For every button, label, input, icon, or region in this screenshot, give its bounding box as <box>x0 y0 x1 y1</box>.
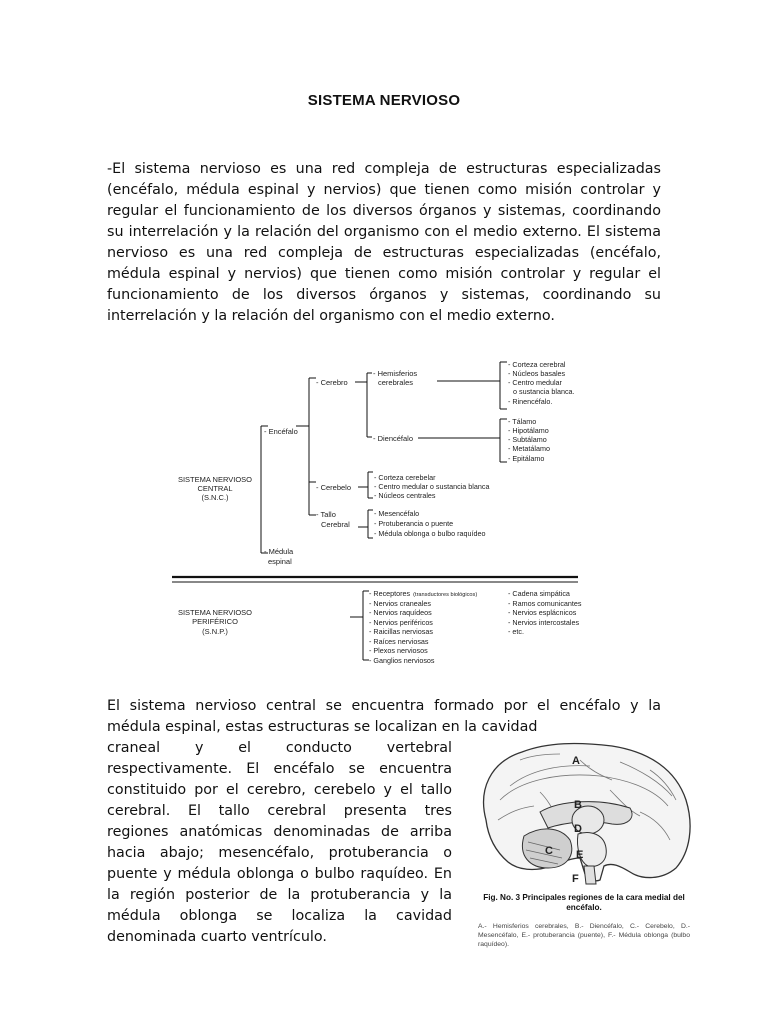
snp-item: - Raíces nerviosas <box>369 637 429 646</box>
snp-label-line1: SISTEMA NERVIOSO <box>177 608 253 617</box>
hemisferios-label-line2: cerebrales <box>378 378 414 387</box>
hemisferios-item: - Corteza cerebral <box>508 360 566 369</box>
brain-illustration <box>484 744 690 884</box>
snp-right-item: - Nervios esplácnicos <box>508 608 577 617</box>
page-title: SISTEMA NERVIOSO <box>307 92 461 109</box>
brain-label-e: E <box>576 849 584 861</box>
figure-caption: Fig. No. 3 Principales regiones de la cara medial del encéfalo. <box>483 893 685 912</box>
brain-label-a: A <box>572 755 580 767</box>
snp-right-item: - Nervios intercostales <box>508 618 580 627</box>
diencefalo-item: - Hipotálamo <box>508 426 549 435</box>
snp-item: - Nervios periféricos <box>369 618 433 627</box>
tallo-item: - Mesencéfalo <box>374 509 420 518</box>
cerebelo-item: - Núcleos centrales <box>374 491 436 500</box>
cerebro-label: - Cerebro <box>316 378 348 387</box>
tallo-item: - Médula oblonga o bulbo raquídeo <box>374 529 486 538</box>
tallo-label-line1: - Tallo <box>316 510 336 519</box>
snp-label-line2: PERIFÉRICO <box>192 617 238 626</box>
brain-label-b: B <box>574 799 582 811</box>
brain-label-c: C <box>545 845 553 857</box>
medula-label-line1: - Médula <box>264 547 294 556</box>
figure-legend: A.- Hemisferios cerebrales, B.- Diencéfalo, C.- Cerebelo, D.- Mesencéfalo, E.- protuberancia (puente), F.- Médula oblonga (bulbo raquídeo). <box>478 923 690 948</box>
hemisferios-item: - Núcleos basales <box>508 369 566 378</box>
snc-label-line2: CENTRAL <box>197 484 233 493</box>
snp-right-item: - Ramos comunicantes <box>508 599 582 608</box>
snp-item <box>369 589 477 598</box>
snp-item: - Ganglios nerviosos <box>369 656 435 665</box>
hemisferios-label-line1: - Hemisferios <box>373 369 418 378</box>
cerebelo-label: - Cerebelo <box>316 483 352 492</box>
snp-label-line3: (S.N.P.) <box>202 627 228 636</box>
snp-item: - Raicillas nerviosas <box>369 627 433 636</box>
tallo-item: - Protuberancia o puente <box>374 519 454 528</box>
hemisferios-item: o sustancia blanca. <box>513 387 575 396</box>
snp-item: - Nervios craneales <box>369 599 431 608</box>
medula-label-line2: espinal <box>268 557 292 566</box>
snp-item: - Plexos nerviosos <box>369 646 428 655</box>
body-paragraph-top: El sistema nervioso central se encuentra formado por el encéfalo y la médula espinal, estas estructuras se localizan en la cavidad <box>107 698 661 735</box>
snp-receptores-note: (transductores biológicos) <box>413 592 478 598</box>
snc-label-line3: (S.N.C.) <box>201 493 229 502</box>
snp-right-item: - etc. <box>508 627 524 636</box>
snp-item: - Nervios raquídeos <box>369 608 432 617</box>
snp-right-item: - Cadena simpática <box>508 589 570 598</box>
brain-label-f: F <box>572 873 579 885</box>
tallo-label-line2: Cerebral <box>321 520 350 529</box>
hemisferios-item: - Rinencéfalo. <box>508 397 553 406</box>
snp-receptores: - Receptores <box>369 589 411 598</box>
hemisferios-item: - Centro medular <box>508 378 562 387</box>
cerebelo-item: - Centro medular o sustancia blanca <box>374 482 490 491</box>
encefalo-label: - Encéfalo <box>264 427 298 436</box>
snc-label-line1: SISTEMA NERVIOSO <box>177 475 253 484</box>
intro-paragraph: -El sistema nervioso es una red compleja de estructuras especializadas (encéfalo, médula espinal y nervios) que tienen como misión controlar y regular el funcionamiento de los diversos órganos y sistemas, coordinando su interrelación y la relación del organismo con el medio externo. El sistema nervioso es una red compleja de estructuras especializadas (encéfalo, médula espinal y nervios) que tienen como misión controlar y regular el funcionamiento de los diversos órganos y sistemas, coordinando su interrelación y la relación del organismo con el medio externo. <box>107 161 661 324</box>
body-paragraph-left: craneal y el conducto vertebral respectivamente. El encéfalo se encuentra constituido por el cerebro, cerebelo y el tallo cerebral. El tallo cerebral presenta tres regiones anatómicas denominadas de arriba hacia abajo; mesencéfalo, protuberancia o puente y médula oblonga o bulbo raquídeo. En la región posterior de la protuberancia y la médula oblonga se localiza la cavidad denominada cuarto ventrículo. <box>107 740 452 945</box>
diencefalo-item: - Epitálamo <box>508 454 545 463</box>
diencefalo-item: - Subtálamo <box>508 435 547 444</box>
cerebelo-item: - Corteza cerebelar <box>374 473 436 482</box>
diencefalo-item: - Metatálamo <box>508 444 550 453</box>
diencefalo-item: - Tálamo <box>508 417 537 426</box>
brain-label-d: D <box>574 823 582 835</box>
diencefalo-label: - Diencéfalo <box>373 434 414 443</box>
